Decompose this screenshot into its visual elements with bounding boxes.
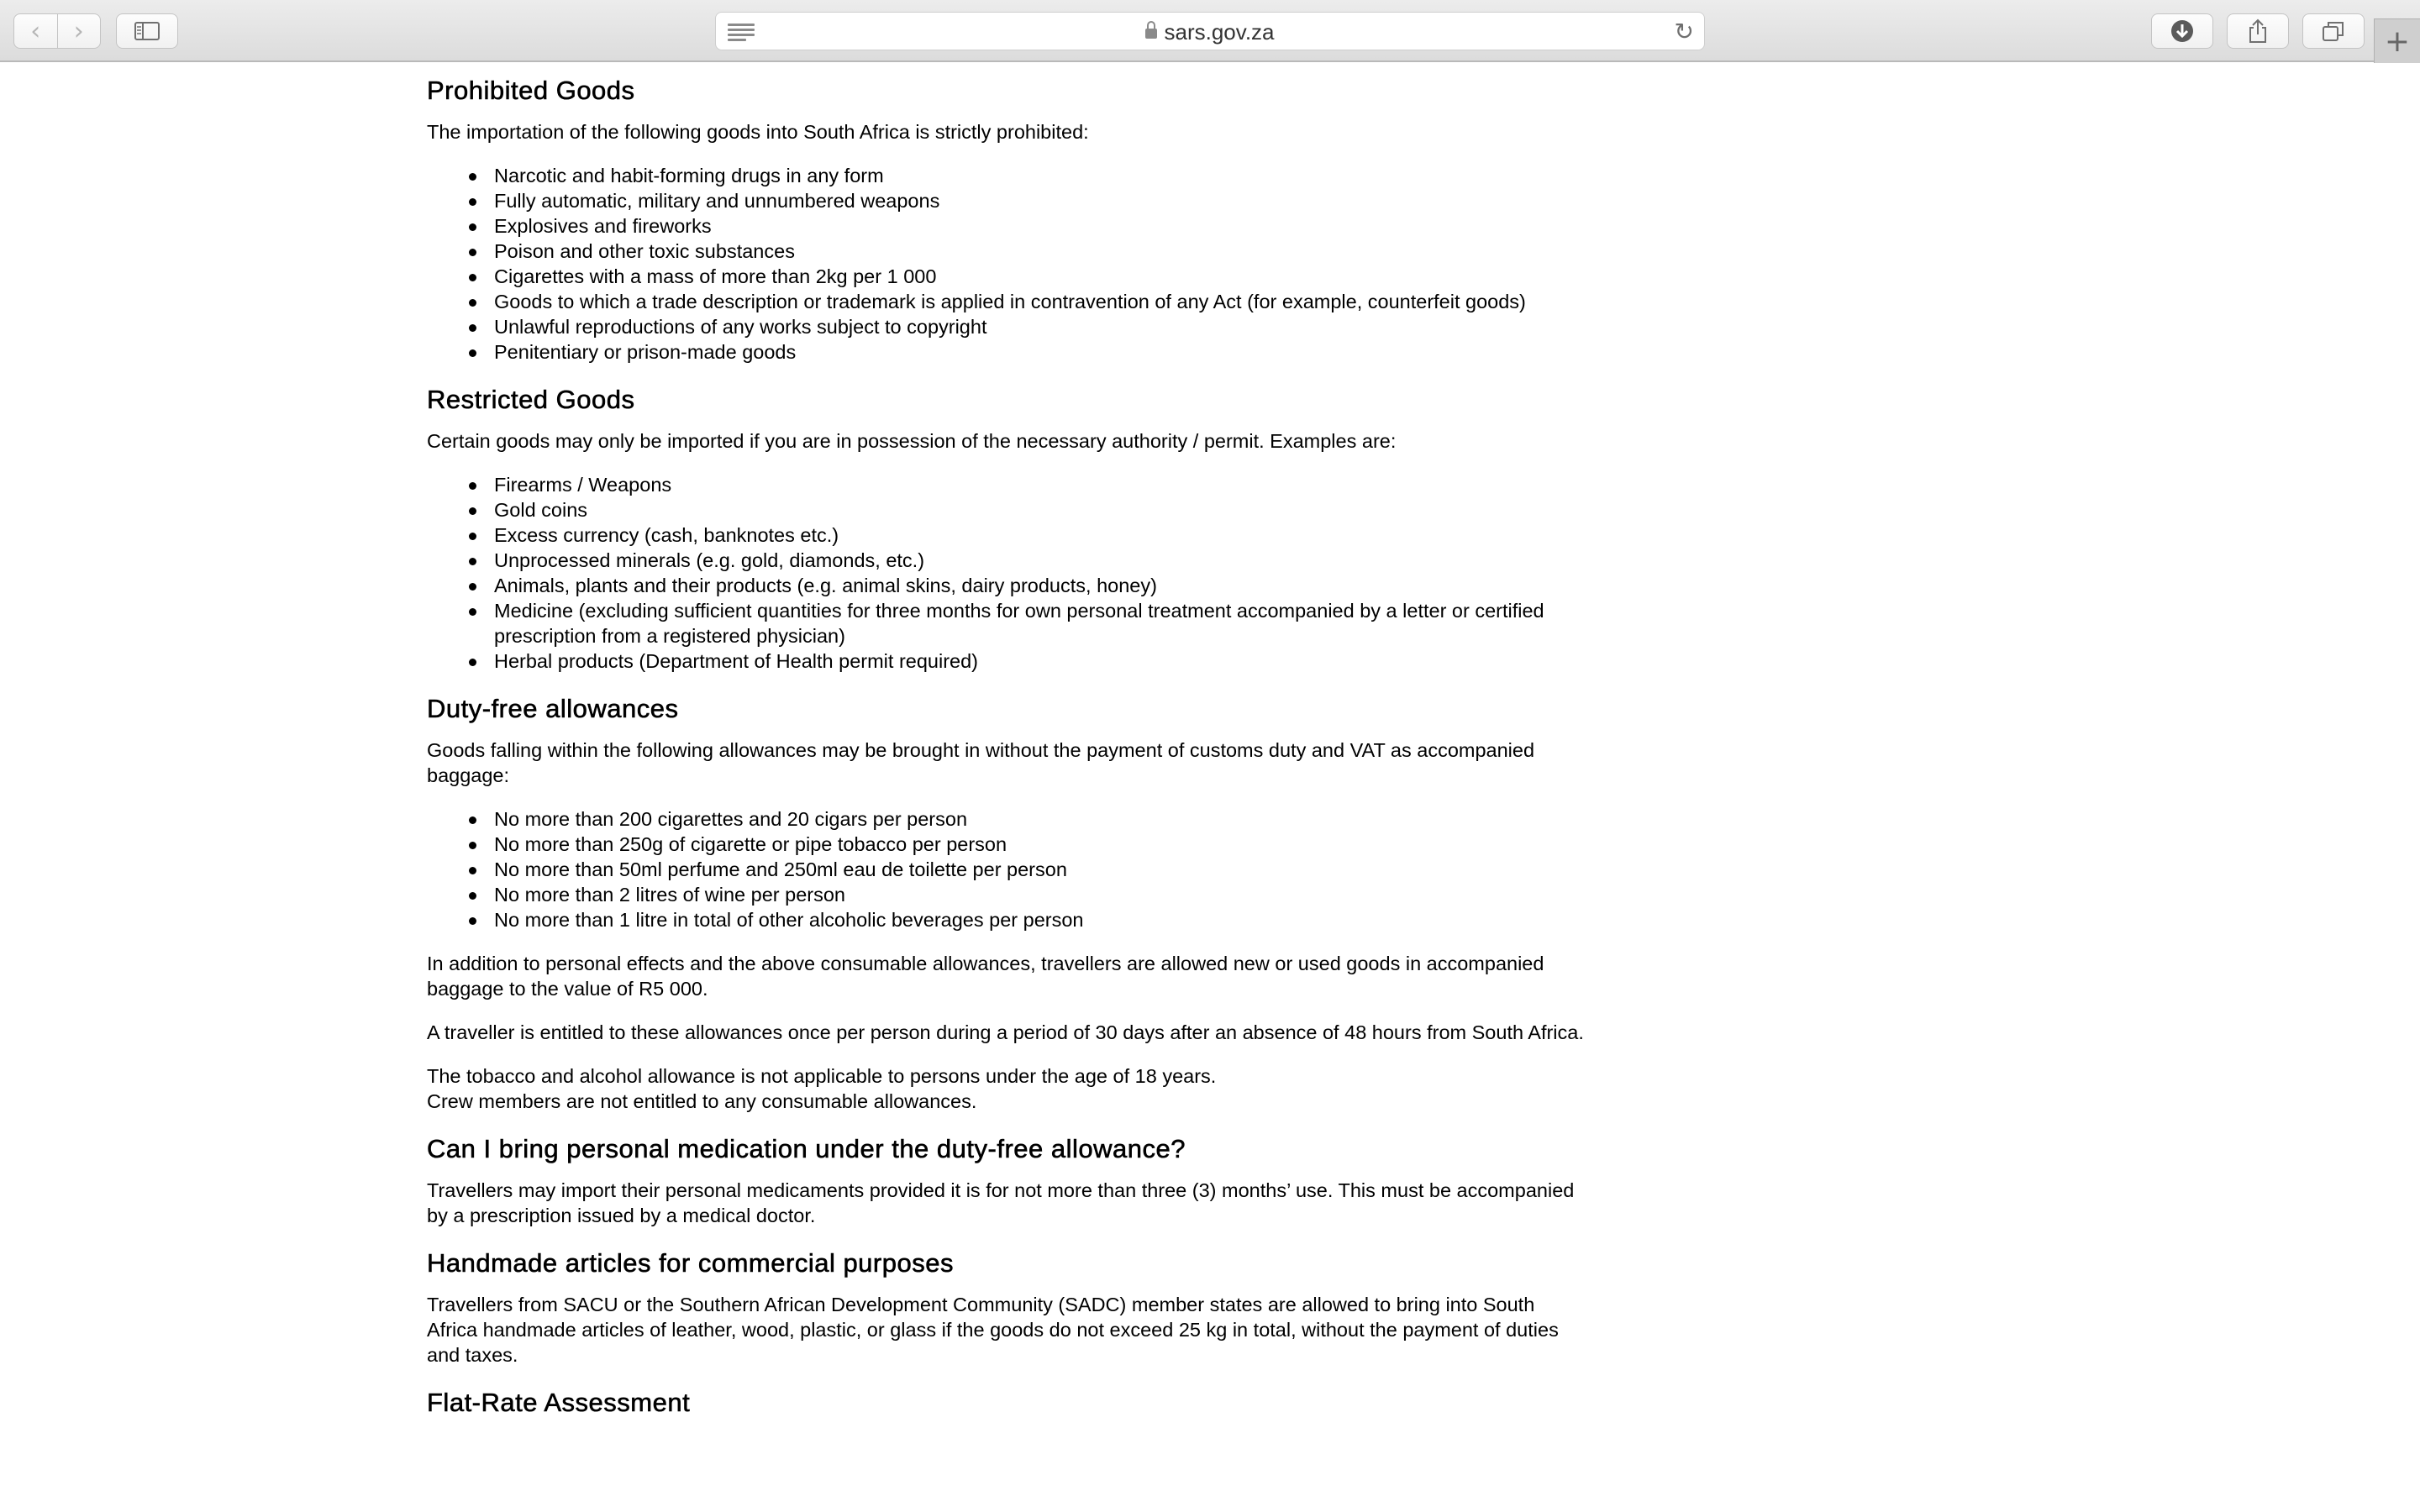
browser-toolbar (0, 0, 2420, 62)
list-item: Animals, plants and their products (e.g. animal skins, dairy products, honey) (494, 573, 1586, 598)
restricted-list (427, 472, 1586, 674)
dutyfree-para-frequency: A traveller is entitled to these allowances once per person during a period of 30 days after an absence of 48 hours from South Africa. (427, 1021, 1584, 1043)
heading-handmade-articles: Handmade articles for commercial purposes (427, 1248, 954, 1278)
navigation-buttons (13, 13, 101, 49)
list-item: Narcotic and habit-forming drugs in any form (494, 163, 1586, 188)
list-item: Medicine (excluding sufficient quantities for three months for own personal treatment accompanied by a letter or certified prescription from a registered physician) (494, 598, 1586, 648)
dutyfree-para-crew: Crew members are not entitled to any consumable allowances. (427, 1090, 977, 1112)
list-item: Firearms / Weapons (494, 472, 1586, 497)
list-item: Unprocessed minerals (e.g. gold, diamonds, etc.) (494, 548, 1586, 573)
url-display[interactable] (716, 19, 1704, 45)
list-item: No more than 250g of cigarette or pipe tobacco per person (494, 832, 1586, 857)
share-icon (2247, 18, 2269, 44)
list-item: Excess currency (cash, banknotes etc.) (494, 522, 1586, 548)
plus-icon: + (2384, 24, 2411, 59)
list-item: Goods to which a trade description or trademark is applied in contravention of any Act (for example, counterfeit goods) (494, 289, 1586, 314)
chevron-left-icon: ‹ (30, 16, 41, 46)
list-item: Cigarettes with a mass of more than 2kg per 1 000 (494, 264, 1586, 289)
list-item: Unlawful reproductions of any works subject to copyright (494, 314, 1586, 339)
prohibited-intro: The importation of the following goods into South Africa is strictly prohibited: (427, 121, 1089, 143)
handmade-para: Travellers from SACU or the Southern African Development Community (SADC) member states are allowed to bring into South Africa handmade articles of leather, wood, plastic, or glass if the goods do not exceed 25 kg in total, without the payment of duties and taxes. (427, 1294, 1559, 1366)
forward-button[interactable] (57, 14, 101, 48)
list-item: Penitentiary or prison-made goods (494, 339, 1586, 365)
list-item: No more than 2 litres of wine per person (494, 882, 1586, 907)
restricted-intro: Certain goods may only be imported if you are in possession of the necessary authority / permit. Examples are: (427, 430, 1397, 452)
sidebar-icon (134, 22, 160, 40)
heading-flat-rate-assessment: Flat-Rate Assessment (427, 1388, 691, 1417)
heading-prohibited-goods: Prohibited Goods (427, 76, 635, 105)
lock-icon (1145, 29, 1157, 39)
chevron-right-icon: › (73, 16, 84, 46)
back-button[interactable] (14, 14, 57, 48)
heading-personal-medication: Can I bring personal medication under the duty-free allowance? (427, 1134, 1186, 1163)
list-item: Fully automatic, military and unnumbered weapons (494, 188, 1586, 213)
heading-restricted-goods: Restricted Goods (427, 385, 635, 414)
list-item: No more than 1 litre in total of other alcoholic beverages per person (494, 907, 1586, 932)
dutyfree-list (427, 806, 1586, 932)
dutyfree-para-age: The tobacco and alcohol allowance is not applicable to persons under the age of 18 years. (427, 1065, 1217, 1087)
heading-duty-free-allowances: Duty-free allowances (427, 694, 679, 723)
sidebar-button[interactable] (116, 13, 178, 49)
dutyfree-para-goods-value: In addition to personal effects and the above consumable allowances, travellers are allowed new or used goods in accompanied baggage to the value of R5 000. (427, 953, 1544, 1000)
tabs-button[interactable] (2302, 13, 2365, 49)
share-button[interactable] (2227, 13, 2289, 49)
url-text: sars.gov.za (1164, 19, 1275, 45)
downloads-button[interactable] (2151, 13, 2213, 49)
list-item: Herbal products (Department of Health permit required) (494, 648, 1586, 674)
list-item: Gold coins (494, 497, 1586, 522)
tabs-icon (2322, 20, 2345, 42)
address-bar[interactable] (715, 12, 1705, 50)
list-item: Poison and other toxic substances (494, 239, 1586, 264)
download-icon (2170, 19, 2194, 43)
dutyfree-intro: Goods falling within the following allowances may be brought in without the payment of customs duty and VAT as accompanied baggage: (427, 739, 1535, 786)
list-item: Explosives and fireworks (494, 213, 1586, 239)
page-content (427, 62, 1586, 1420)
new-tab-button[interactable] (2374, 18, 2420, 63)
list-item: No more than 50ml perfume and 250ml eau de toilette per person (494, 857, 1586, 882)
list-item: No more than 200 cigarettes and 20 cigars per person (494, 806, 1586, 832)
reload-icon[interactable]: ↻ (1674, 18, 1694, 45)
prohibited-list (427, 163, 1586, 365)
medication-para: Travellers may import their personal medicaments provided it is for not more than three (3) months’ use. This must be accompanied by a prescription issued by a medical doctor. (427, 1179, 1575, 1226)
